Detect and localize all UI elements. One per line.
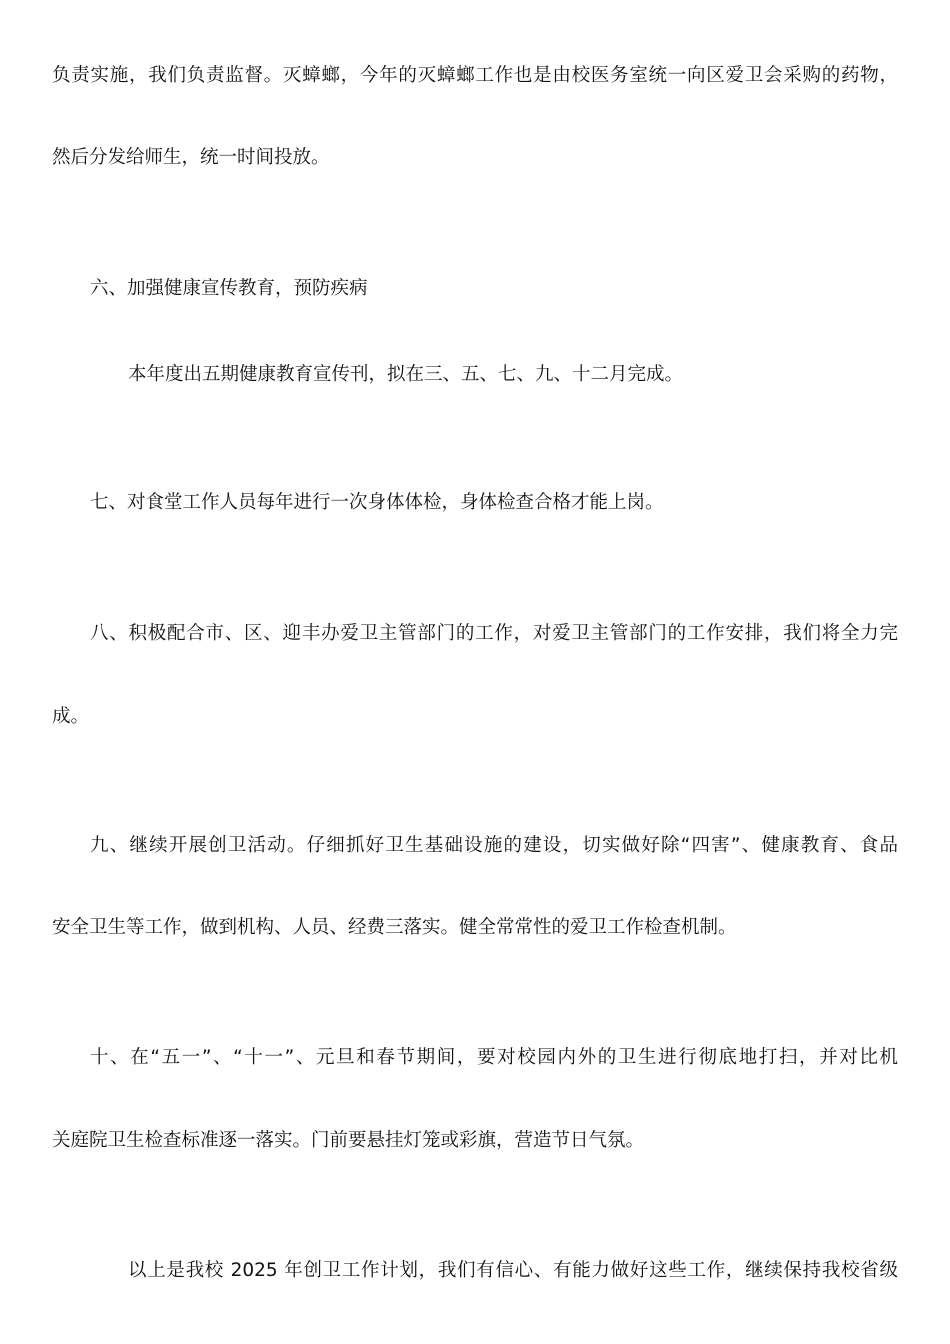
paragraph-line: 成。 bbox=[52, 706, 90, 727]
paragraph-line: 本年度出五期健康教育宣传刊，拟在三、五、七、九、十二月完成。 bbox=[128, 364, 684, 385]
section-heading: 十、在“五一”、“十一”、元旦和春节期间，要对校园内外的卫生进行彻底地打扫，并对比机 bbox=[90, 1047, 898, 1068]
paragraph-line: 安全卫生等工作，做到机构、人员、经费三落实。健全常常性的爱卫工作检查机制。 bbox=[52, 917, 737, 938]
section-heading: 九、继续开展创卫活动。仔细抓好卫生基础设施的建设，切实做好除“四害”、健康教育、食品 bbox=[90, 835, 898, 856]
paragraph-line: 负责实施，我们负责监督。灭蟑螂，今年的灭蟑螂工作也是由校医务室统一向区爱卫会采购的药物， bbox=[52, 65, 898, 86]
section-heading: 八、积极配合市、区、迎丰办爱卫主管部门的工作，对爱卫主管部门的工作安排，我们将全力完 bbox=[90, 623, 898, 644]
paragraph-line: 以上是我校 2025 年创卫工作计划，我们有信心、有能力做好这些工作，继续保持我校省级 bbox=[128, 1260, 898, 1281]
section-heading: 六、加强健康宣传教育，预防疾病 bbox=[90, 278, 368, 299]
paragraph-line: 然后分发给师生，统一时间投放。 bbox=[52, 147, 330, 168]
section-heading: 七、对食堂工作人员每年进行一次身体体检，身体检查合格才能上岗。 bbox=[90, 492, 664, 513]
paragraph-line: 关庭院卫生检查标准逐一落实。门前要悬挂灯笼或彩旗，营造节日气氛。 bbox=[52, 1130, 645, 1151]
